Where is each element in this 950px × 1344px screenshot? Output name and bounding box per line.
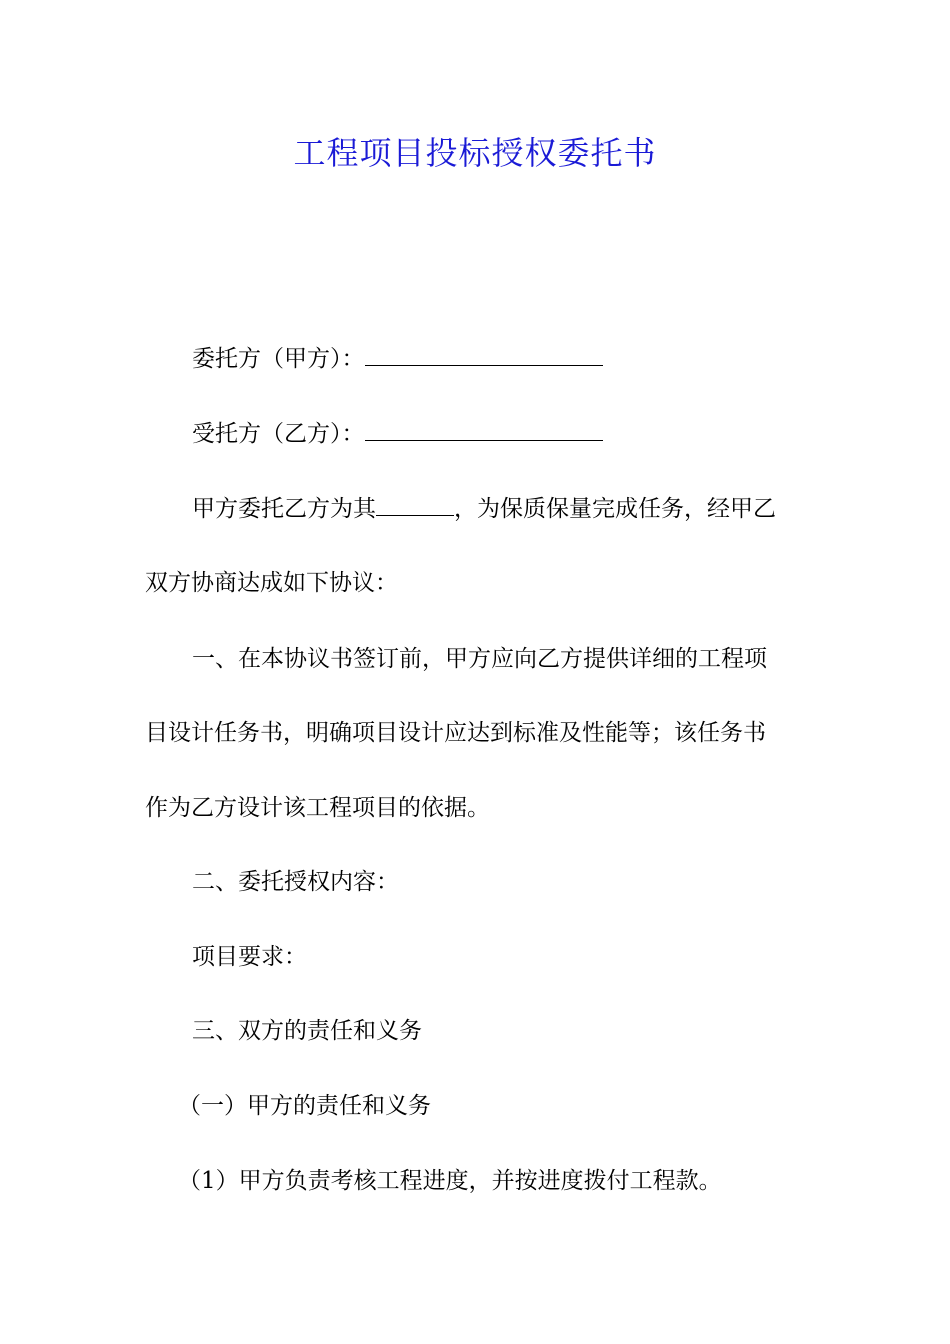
item-1: （1）甲方负责考核工程进度，并按进度拨付工程款。 bbox=[178, 1168, 722, 1194]
intro-blank bbox=[376, 514, 454, 516]
agent-line bbox=[145, 397, 810, 471]
agent-blank bbox=[365, 439, 603, 441]
clause3-heading: 三、双方的责任和义务 bbox=[192, 1018, 422, 1044]
principal-line bbox=[145, 322, 810, 396]
intro-line-1 bbox=[145, 472, 810, 546]
clause1-line-1: 一、在本协议书签订前，甲方应向乙方提供详细的工程项 bbox=[192, 646, 767, 672]
intro-part-1: 甲方委托乙方为其 bbox=[192, 496, 376, 522]
principal-blank bbox=[365, 364, 603, 366]
document-title: 工程项目投标授权委托书 bbox=[293, 134, 657, 172]
agent-label: 受托方（乙方）： bbox=[192, 421, 365, 447]
clause1-line-2: 目设计任务书，明确项目设计应达到标准及性能等；该任务书 bbox=[145, 720, 766, 746]
intro-line-2: 双方协商达成如下协议： bbox=[145, 570, 398, 596]
clause2-heading: 二、委托授权内容： bbox=[192, 869, 399, 895]
sub1-heading: （一）甲方的责任和义务 bbox=[178, 1093, 431, 1119]
clause1-line-3: 作为乙方设计该工程项目的依据。 bbox=[145, 795, 490, 821]
project-requirements: 项目要求： bbox=[192, 944, 307, 970]
principal-label: 委托方（甲方）： bbox=[192, 346, 365, 372]
intro-part-2: ，为保质保量完成任务，经甲乙 bbox=[454, 496, 776, 522]
